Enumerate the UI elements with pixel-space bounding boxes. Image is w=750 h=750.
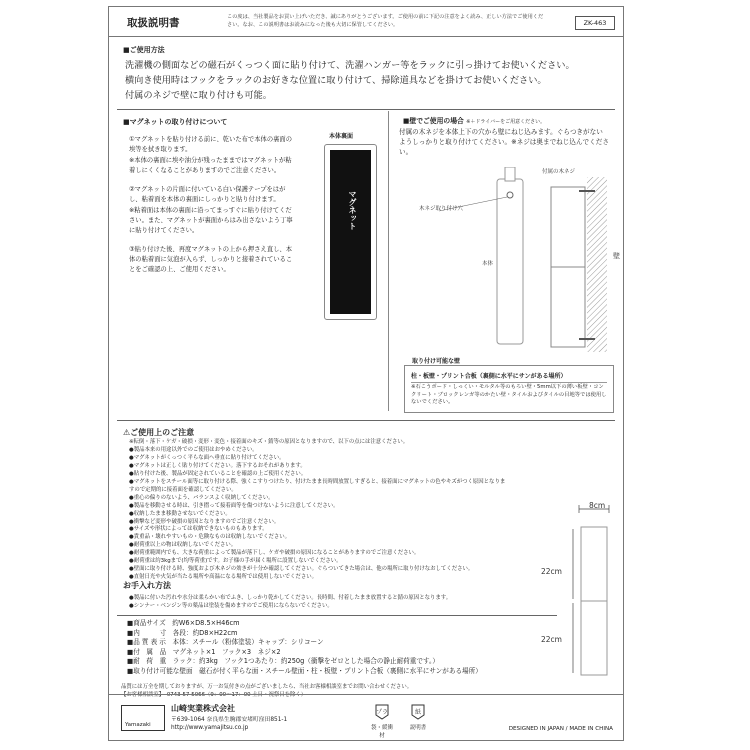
caution-item: ●製品を移動させる時は、引き摺って接着面等を傷つけないように注意してください。 <box>129 502 339 509</box>
magnet-heading: ■マグネットの取り付けについて <box>123 118 228 126</box>
notice-line: 【お客様相談室】 0743-57-5066（9：00〜17：00 土日・祝祭日を除く） <box>121 692 307 698</box>
caution-item: ●耐荷重範囲内でも、大きな荷重によって製品が落下し、ケガや破損の原因になることがありますのでご注意ください。 <box>129 550 420 557</box>
caution-item: ●貼り付けた後、製品が固定されていることを確認の上ご使用ください。 <box>129 470 307 477</box>
caution-item: ●重心の偏りのないよう、バランスよく収納してください。 <box>129 494 274 501</box>
recycle-plastic: プラ 袋・緩衝材 <box>369 703 395 739</box>
magnet-step: ①マグネットを貼り付ける前に、乾いた布で本体の裏面の埃等を拭き取ります。 <box>129 136 293 153</box>
header <box>109 7 623 37</box>
care-item: ●シンナー・ベンジン等の薬品は塗装を傷めますのでご使用にならないでください。 <box>129 603 333 609</box>
caution-list <box>129 439 509 582</box>
company-address <box>171 716 287 732</box>
address-line: 〒639-1064 奈良県生駒郡安堵町窪田851-1 <box>171 717 288 723</box>
body-label: 本体 <box>482 261 494 267</box>
magnet-strip <box>330 150 371 314</box>
notice-line: 品質には万全を期しておりますが、万一お気付きの点がございましたら、当社お客様相談室までお問い合わせください。 <box>121 684 413 690</box>
usage-line: 洗濯機の側面などの磁石がくっつく面に貼り付けて、洗濯ハンガー等をラックに引っ掛けてお使いください。 <box>125 60 575 71</box>
magnet-step: ②マグネットの片面に付いている白い保護テープをはがし、粘着面を本体の裏面にしっかりと貼り付けます。 <box>129 186 286 203</box>
column-divider <box>388 111 389 411</box>
company-name: 山崎実業株式会社 <box>171 704 235 713</box>
magnet-step-note: ※粘着面は本体の裏面に沿ってまっすぐに貼り付けてください。また、マグネットが裏面からはみ出さないよう丁寧に貼り付けてください。 <box>129 207 293 234</box>
wall-text: 付属の木ネジを本体上下の穴から壁にねじ込みます。ぐらつきがないようしっかりと取り付けてください。※ネジは奥までねじ込んでください。 <box>399 128 609 156</box>
svg-text:紙: 紙 <box>414 709 422 716</box>
caution-item: ●サイズや形状によっては収納できないものもあります。 <box>129 526 268 533</box>
intro-text: この度は、当社製品をお買い上げいただき、誠にありがとうございます。ご使用の前に下記の注意をよく読み、正しい方法でご使用ください。なお、この説明書はお読みになった後も大切に保管してください。 <box>227 14 544 28</box>
mountable-wall-types: 柱・板壁・プリント合板（裏側に水平にサンがある場所） <box>411 371 607 383</box>
plastic-recycle-icon <box>372 703 392 721</box>
back-label: 本体裏面 <box>329 133 354 140</box>
hole-label: 木ネジ取り付け穴 <box>419 206 464 212</box>
rack-front-view <box>497 179 523 344</box>
caution-item: ●直射日光や火気が当たる場所や高温になる場所では使用しないでください。 <box>129 574 317 581</box>
caution-item: ●耐荷重以上の物は収納しないでください。 <box>129 542 237 549</box>
doc-title: 取扱説明書 <box>127 17 180 29</box>
made-in: DESIGNED IN JAPAN / MADE IN CHINA <box>508 726 613 732</box>
recycle-paper: 紙 説明書 <box>405 703 431 731</box>
magnet-steps <box>129 135 297 284</box>
caution-item: ●製品本来の用途以外でのご使用はおやめください。 <box>129 446 258 453</box>
usage-line: 付属のネジで壁に取り付けも可能。 <box>125 90 272 101</box>
care-list <box>129 594 509 610</box>
usage-heading: ■ご使用方法 <box>123 46 165 54</box>
spec-line: ■取り付け可能な壁面 磁石が付く平らな面・スチール壁面・柱・板壁・プリント合板（裏側に水平にサンがある場所） <box>127 666 482 675</box>
yamazaki-logo: Yamazaki <box>121 705 165 731</box>
spec-line: ■内 寸 各段：約D8×H22cm <box>127 628 238 637</box>
caution-item: ●マグネットは正しく貼り付けてください。落下するおそれがあります。 <box>129 462 306 469</box>
caution-item: ●貴重品・壊れやすいもの・危険なものは収納しないでください。 <box>129 534 291 541</box>
dimension-drawing <box>539 501 619 681</box>
upper-height-dim: 22cm <box>541 567 562 576</box>
footer <box>109 694 623 740</box>
wall-illustration <box>399 167 619 357</box>
instruction-sheet <box>108 6 624 741</box>
width-dim: 8cm <box>589 501 606 510</box>
caution-item: ●壁面に取り付ける時、強度および木ネジの効きが十分か確認してください。ぐらついてきた場合は、他の場所に取り付けなおしてください。 <box>129 566 474 573</box>
magnet-step-note: ※本体の裏面に埃や油分が残ったままではマグネットが粘着しにくくなることがありますのでご注意ください。 <box>129 157 292 174</box>
spec-line: ■耐 荷 重 ラック：約3kg フック1つあたり：約250g（衝撃をゼロとした場合の静止耐荷重です。） <box>127 657 439 666</box>
wall-heading: ■壁でご使用の場合 ※＋ドライバーをご用意ください。 <box>403 117 546 125</box>
care-heading: お手入れ方法 <box>123 581 171 590</box>
caution-item: ●収納したまま移動させないでください。 <box>129 510 231 517</box>
caution-item: ●マグネットをスチール面等に取り付ける際、強くこすりつけたり、付けたまま長時間放置しすぎると、接着面にマグネットの色やキズがつく原因となりますので定期的に接着面を確認してください。 <box>129 478 506 493</box>
usage-line: 横向き使用時はフックをラックのお好きな位置に取り付けて、掃除道具などを掛けてお使いください。 <box>125 75 547 86</box>
website: http://www.yamajitsu.co.jp <box>171 725 249 731</box>
svg-text:プラ: プラ <box>375 709 389 716</box>
mountable-wall-title: 取り付け可能な壁 <box>409 356 463 365</box>
divider <box>117 420 615 421</box>
mountable-wall-box <box>404 358 614 413</box>
magnet-illustration <box>324 144 377 320</box>
caution-heading: ⚠ご使用上のご注意 <box>123 428 195 437</box>
lower-height-dim: 22cm <box>541 635 562 644</box>
spec-line: ■商品サイズ 約W6×D8.5×H46cm <box>127 619 240 627</box>
magnet-step: ③貼り付けた後、再度マグネットの上から押さえ直し、本体の粘着面に気泡が入らず、しっかりと接着されていることをご確認の上、ご使用ください。 <box>129 246 293 273</box>
product-code: ZK-463 <box>575 16 615 30</box>
divider <box>117 615 557 616</box>
divider <box>117 109 615 110</box>
screw-label: 付属の木ネジ <box>542 169 576 175</box>
usage-text <box>125 58 615 103</box>
wall-hatch <box>587 177 607 352</box>
magnet-label: マグネット <box>348 190 357 230</box>
paper-recycle-icon <box>408 703 428 721</box>
caution-item: ●マグネットがくっつく平らな面へ垂直に貼り付けてください。 <box>129 454 285 461</box>
wall-label: 壁 <box>613 252 620 260</box>
spec-line: ■付 属 品 マグネット×1 フック×3 ネジ×2 <box>127 647 281 656</box>
caution-item: ※転倒・落下・ケガ・破損・変形・変色・接着面のキズ・錆等の原因となりますので、以下の点には注意ください。 <box>129 439 409 445</box>
mountable-wall-note: ※石こうボード・しっくい・モルタル等のもろい壁・5mm以下の薄い板壁・コンクリート・ブロックレンガ等のかたい壁・タイルおよびタイルの目地等では使用しないでください。 <box>411 384 607 405</box>
caution-item: ●耐荷重は約3kgまで(均等荷重)です。お子様の手が届く場所に設置しないでください。 <box>129 558 342 565</box>
care-item: ●製品に付いた汚れや水分は柔らかい布でふき、しっかり乾かしてください。長時間、付着したまま放置すると錆の原因となります。 <box>129 595 452 601</box>
spec-line: ■品 質 表 示 本体：スチール（粉体塗装）キャップ：シリコーン <box>127 638 324 647</box>
spec-list <box>127 619 607 677</box>
caution-item: ●衝撃など変形や破損の原因となりますのでご注意ください。 <box>129 518 280 525</box>
